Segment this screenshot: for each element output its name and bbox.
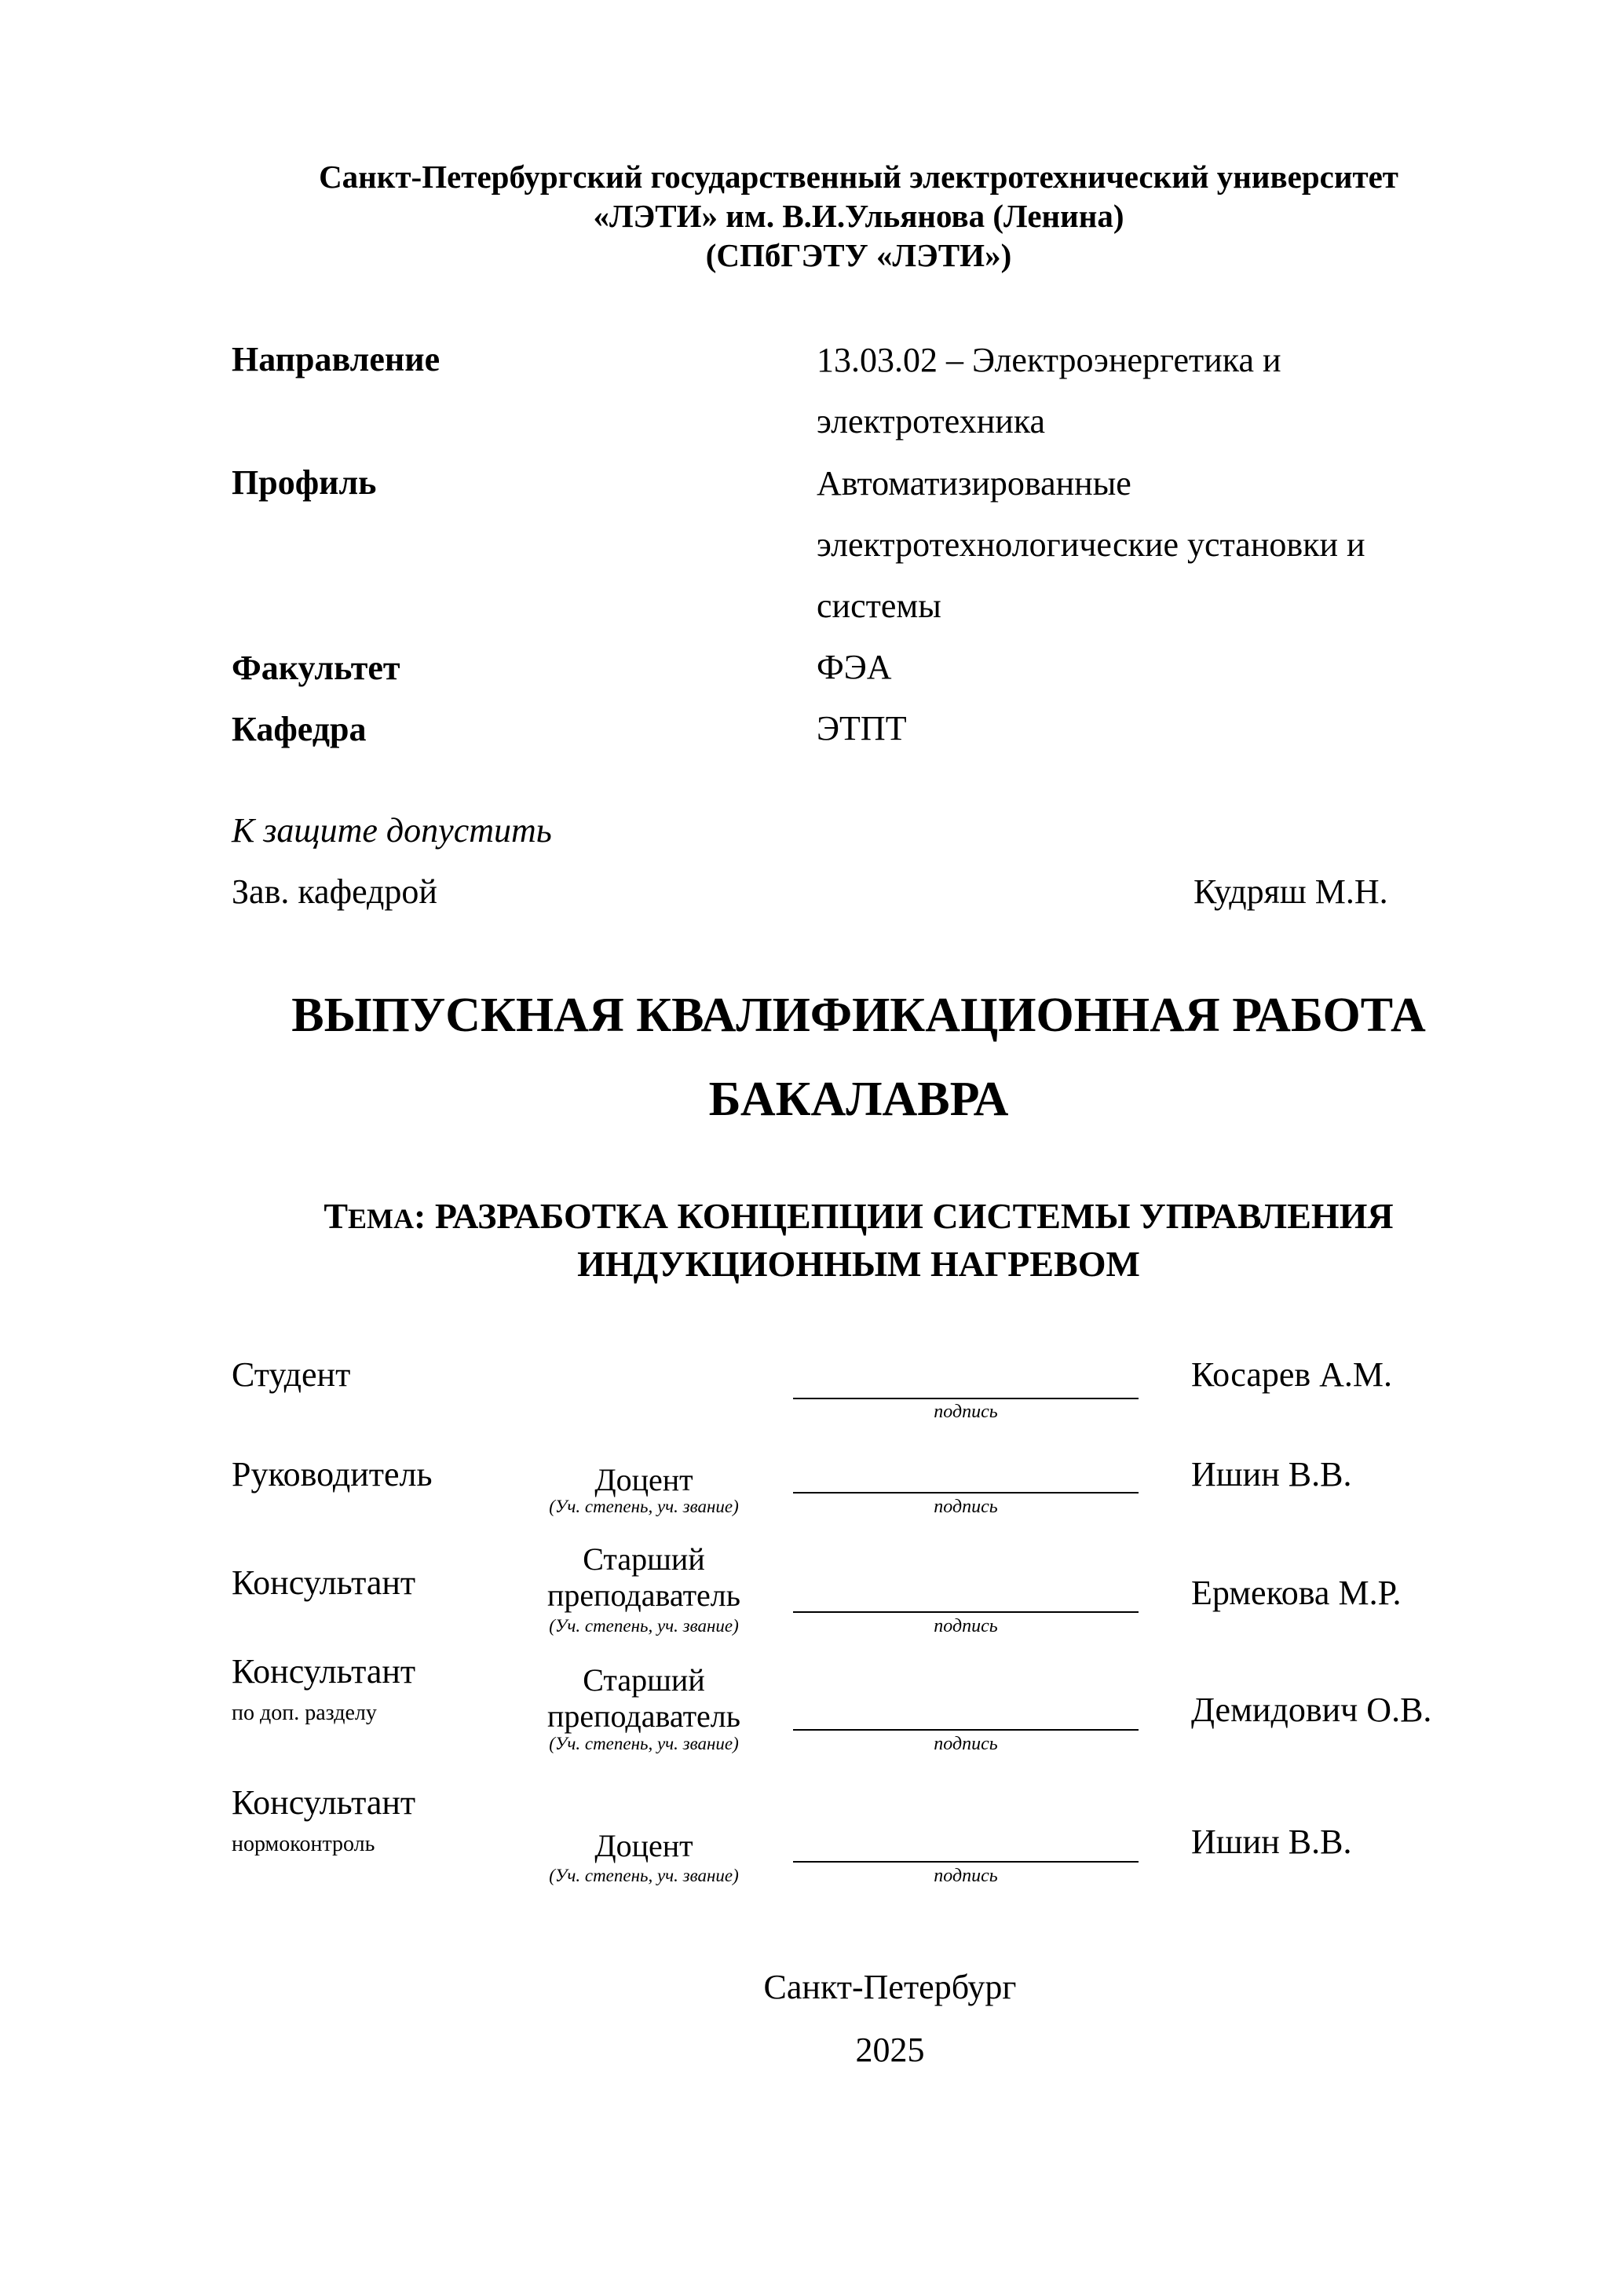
- thesis-topic-line1: [94, 1194, 1623, 1241]
- footer-year: 2025: [855, 2031, 925, 2069]
- consultant3-signature-line: [793, 1861, 1139, 1863]
- supervisor-signature-note: подпись: [934, 1497, 998, 1517]
- consultant2-signature-note: подпись: [934, 1734, 998, 1754]
- consultant2-rank-line1: Старший: [583, 1662, 705, 1698]
- direction-value-line2: электротехника: [817, 402, 1046, 441]
- consultant1-rank: [518, 1541, 769, 1614]
- topic-text-line1: РАЗРАБОТКА КОНЦЕПЦИИ СИСТЕМЫ УПРАВЛЕНИЯ: [434, 1196, 1394, 1236]
- consultant3-signature-note: подпись: [934, 1866, 998, 1886]
- consultant1-rank-note: (Уч. степень, уч. звание): [549, 1616, 739, 1636]
- supervisor-signature-line: [793, 1492, 1139, 1493]
- faculty-label: Факультет: [232, 649, 400, 687]
- profile-value-line3: системы: [817, 587, 941, 625]
- topic-prefix-rest: ЕМА: [348, 1203, 415, 1234]
- student-signature-line: [793, 1398, 1139, 1399]
- university-name-line2: «ЛЭТИ» им. В.И.Ульянова (Ленина): [593, 198, 1124, 234]
- consultant3-subrole: нормоконтроль: [232, 1832, 375, 1856]
- thesis-topic-line2: ИНДУКЦИОННЫМ НАГРЕВОМ: [577, 1244, 1140, 1284]
- profile-value-line2: электротехнологические установки и: [817, 525, 1365, 564]
- consultant3-rank-note: (Уч. степень, уч. звание): [549, 1866, 739, 1885]
- consultant2-rank: [518, 1662, 769, 1735]
- supervisor-rank: Доцент: [594, 1462, 693, 1497]
- student-signature-note: подпись: [934, 1402, 998, 1422]
- student-name: Косарев А.М.: [1191, 1355, 1393, 1394]
- admission-text: К защите допустить: [232, 811, 552, 850]
- head-of-department-label: Зав. кафедрой: [232, 872, 437, 911]
- profile-value: [817, 453, 1365, 637]
- consultant1-role: Консультант: [232, 1563, 416, 1602]
- consultant3-rank: Доцент: [594, 1828, 693, 1863]
- profile-value-line1: Автоматизированные: [817, 464, 1131, 503]
- consultant1-signature-line: [793, 1611, 1139, 1613]
- consultant2-signature-line: [793, 1729, 1139, 1731]
- head-of-department-name: Кудряш М.Н.: [1193, 872, 1388, 911]
- consultant2-rank-line2: преподаватель: [546, 1698, 741, 1734]
- supervisor-name: Ишин В.В.: [1191, 1455, 1352, 1493]
- consultant2-name: Демидович О.В.: [1191, 1691, 1432, 1729]
- consultant1-rank-line1: Старший: [583, 1541, 705, 1577]
- faculty-value: ФЭА: [817, 648, 892, 686]
- student-role: Студент: [232, 1355, 351, 1394]
- thesis-title-line1: ВЫПУСКНАЯ КВАЛИФИКАЦИОННАЯ РАБОТА: [291, 989, 1426, 1042]
- footer-city: Санкт-Петербург: [763, 1968, 1017, 2006]
- consultant1-name: Ермекова М.Р.: [1191, 1574, 1402, 1612]
- direction-label: Направление: [232, 340, 440, 378]
- consultant2-rank-note: (Уч. степень, уч. звание): [549, 1734, 739, 1753]
- topic-prefix-initial: Т: [324, 1196, 349, 1236]
- thesis-title-line2: БАКАЛАВРА: [708, 1073, 1009, 1126]
- consultant1-rank-line2: преподаватель: [546, 1578, 741, 1613]
- thesis-topic: [0, 1194, 1623, 1287]
- profile-label: Профиль: [232, 463, 377, 502]
- direction-value-line1: 13.03.02 – Электроэнергетика и: [817, 341, 1281, 379]
- consultant2-subrole: по доп. разделу: [232, 1701, 377, 1725]
- department-label: Кафедра: [232, 710, 367, 748]
- department-value: ЭТПТ: [817, 709, 907, 748]
- supervisor-role: Руководитель: [232, 1455, 433, 1493]
- consultant1-signature-note: подпись: [934, 1616, 998, 1636]
- consultant2-role: Консультант: [232, 1652, 416, 1691]
- topic-prefix-colon: :: [414, 1196, 426, 1236]
- consultant3-role: Консультант: [232, 1783, 416, 1822]
- direction-value: [817, 330, 1281, 452]
- consultant3-name: Ишин В.В.: [1191, 1823, 1352, 1861]
- university-header: [0, 157, 1623, 275]
- university-abbreviation: (СПбГЭТУ «ЛЭТИ»): [705, 237, 1012, 273]
- university-name-line1: Санкт-Петербургский государственный электротехнический университет: [319, 159, 1398, 195]
- supervisor-rank-note: (Уч. степень, уч. звание): [549, 1497, 739, 1516]
